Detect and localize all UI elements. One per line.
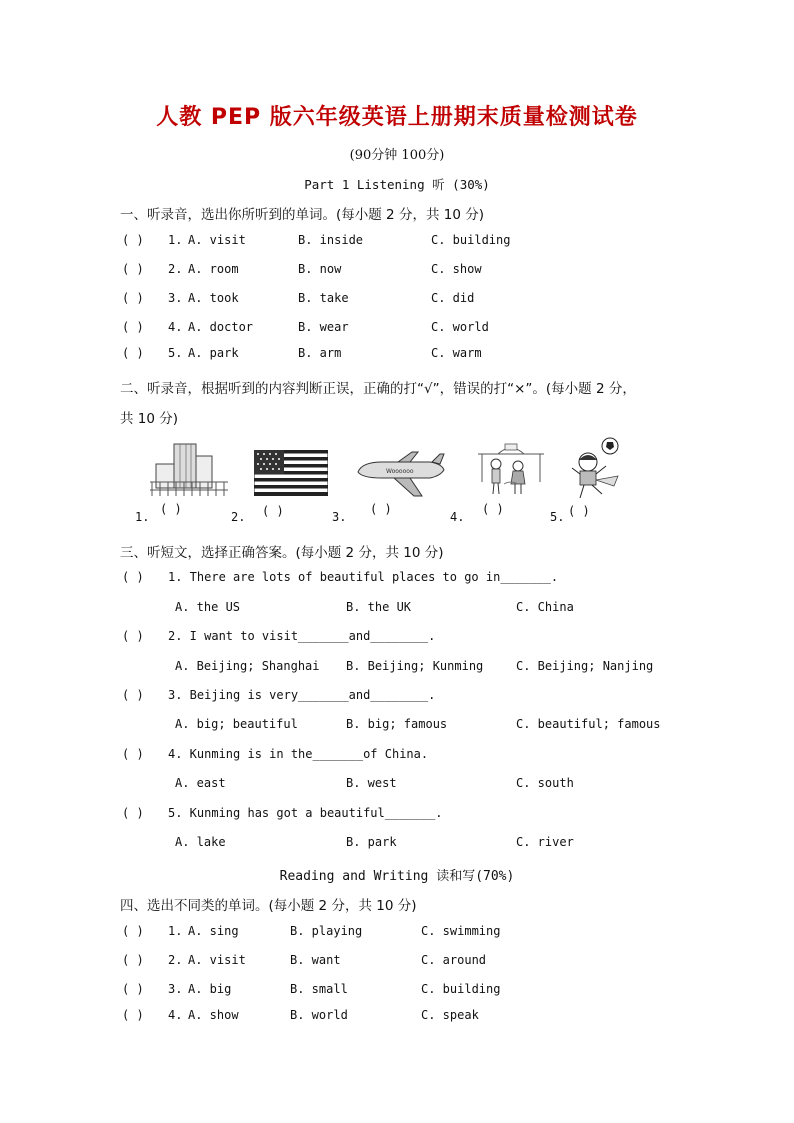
option-c: C. did (431, 291, 475, 305)
section2-heading-line1: 二、听录音，根据听到的内容判断正误，正确的打“√”，错误的打“×”。(每小题 2 分， (120, 381, 636, 397)
part1-heading: Part 1 Listening 听 (30%) (304, 177, 490, 192)
answer-bracket[interactable]: ( ) (122, 924, 144, 938)
option-b: B. park (346, 835, 397, 849)
option-a: A. Beijing; Shanghai (175, 659, 320, 673)
option-b: B. Beijing; Kunming (346, 659, 484, 673)
option-c: C. around (421, 953, 487, 967)
option-c: C. world (431, 320, 489, 334)
option-a: A. the US (175, 600, 241, 614)
section1-heading: 一、听录音，选出你所听到的单词。(每小题 2 分，共 10 分) (120, 207, 484, 223)
answer-bracket[interactable]: ( ) (122, 1008, 144, 1022)
option-b: B. inside (298, 233, 364, 247)
option-c: C. building (421, 982, 501, 996)
question-number: 1. (168, 233, 183, 247)
answer-bracket[interactable]: ( ) (122, 953, 144, 967)
section2-heading-line2: 共 10 分) (120, 411, 179, 427)
question-number: 4. (168, 1008, 183, 1022)
option-a: A. park (188, 346, 239, 360)
option-a: A. visit (188, 953, 246, 967)
boy-football-icon (568, 436, 624, 502)
question-text: 4. Kunming is in the_______of China. (168, 747, 429, 761)
answer-bracket[interactable]: ( ) (370, 502, 392, 516)
section3-heading: 三、听短文，选择正确答案。(每小题 2 分，共 10 分) (120, 545, 444, 561)
option-b: B. take (298, 291, 349, 305)
picture-number: 5. (550, 510, 565, 524)
plane-text: Woooooo (386, 468, 414, 475)
building-icon (150, 442, 228, 498)
picture-number: 1. (135, 510, 150, 524)
answer-bracket[interactable]: ( ) (262, 504, 284, 518)
option-b: B. the UK (346, 600, 412, 614)
answer-bracket[interactable]: ( ) (122, 291, 144, 305)
option-b: B. small (290, 982, 348, 996)
option-a: A. took (188, 291, 239, 305)
answer-bracket[interactable]: ( ) (122, 688, 144, 702)
answer-bracket[interactable]: ( ) (122, 570, 144, 584)
picture-number: 4. (450, 510, 465, 524)
option-c: C. building (431, 233, 511, 247)
option-a: A. room (188, 262, 239, 276)
question-text: 1. There are lots of beautiful places to go in_______. (168, 570, 559, 584)
answer-bracket[interactable]: ( ) (122, 629, 144, 643)
option-b: B. big; famous (346, 717, 448, 731)
option-c: C. river (516, 835, 574, 849)
option-c: C. China (516, 600, 574, 614)
option-a: A. visit (188, 233, 246, 247)
option-b: B. arm (298, 346, 342, 360)
option-c: C. swimming (421, 924, 501, 938)
answer-bracket[interactable]: ( ) (122, 262, 144, 276)
option-c: C. south (516, 776, 574, 790)
question-number: 2. (168, 262, 183, 276)
option-a: A. lake (175, 835, 226, 849)
part2-heading: Reading and Writing 读和写(70%) (279, 869, 515, 884)
option-a: A. big (188, 982, 232, 996)
question-number: 3. (168, 982, 183, 996)
question-number: 3. (168, 291, 183, 305)
option-b: B. wear (298, 320, 349, 334)
option-b: B. world (290, 1008, 348, 1022)
question-number: 4. (168, 320, 183, 334)
question-text: 2. I want to visit_______and________. (168, 629, 436, 643)
option-a: A. doctor (188, 320, 254, 334)
option-b: B. playing (290, 924, 363, 938)
exam-duration: (90分钟 100分) (349, 148, 445, 163)
option-c: C. warm (431, 346, 482, 360)
answer-bracket[interactable]: ( ) (122, 233, 144, 247)
option-a: A. big; beautiful (175, 717, 298, 731)
option-a: A. sing (188, 924, 239, 938)
option-c: C. show (431, 262, 482, 276)
option-b: B. want (290, 953, 341, 967)
option-c: C. beautiful; famous (516, 717, 661, 731)
picture-number: 2. (231, 510, 246, 524)
option-b: B. west (346, 776, 397, 790)
children-gate-icon (474, 442, 548, 498)
answer-bracket[interactable]: ( ) (122, 346, 144, 360)
answer-bracket[interactable]: ( ) (122, 806, 144, 820)
option-b: B. now (298, 262, 342, 276)
question-number: 2. (168, 953, 183, 967)
answer-bracket[interactable]: ( ) (160, 502, 182, 516)
answer-bracket[interactable]: ( ) (122, 320, 144, 334)
answer-bracket[interactable]: ( ) (122, 747, 144, 761)
option-c: C. Beijing; Nanjing (516, 659, 654, 673)
answer-bracket[interactable]: ( ) (568, 504, 590, 518)
section4-heading: 四、选出不同类的单词。(每小题 2 分，共 10 分) (120, 898, 417, 914)
option-a: A. show (188, 1008, 239, 1022)
page-title: 人教 PEP 版六年级英语上册期末质量检测试卷 (156, 105, 638, 130)
us-flag-icon (254, 450, 328, 496)
option-a: A. east (175, 776, 226, 790)
question-text: 5. Kunming has got a beautiful_______. (168, 806, 443, 820)
answer-bracket[interactable]: ( ) (122, 982, 144, 996)
answer-bracket[interactable]: ( ) (482, 502, 504, 516)
question-number: 5. (168, 346, 183, 360)
option-c: C. speak (421, 1008, 479, 1022)
question-text: 3. Beijing is very_______and________. (168, 688, 436, 702)
picture-number: 3. (332, 510, 347, 524)
airplane-icon (352, 450, 446, 500)
question-number: 1. (168, 924, 183, 938)
